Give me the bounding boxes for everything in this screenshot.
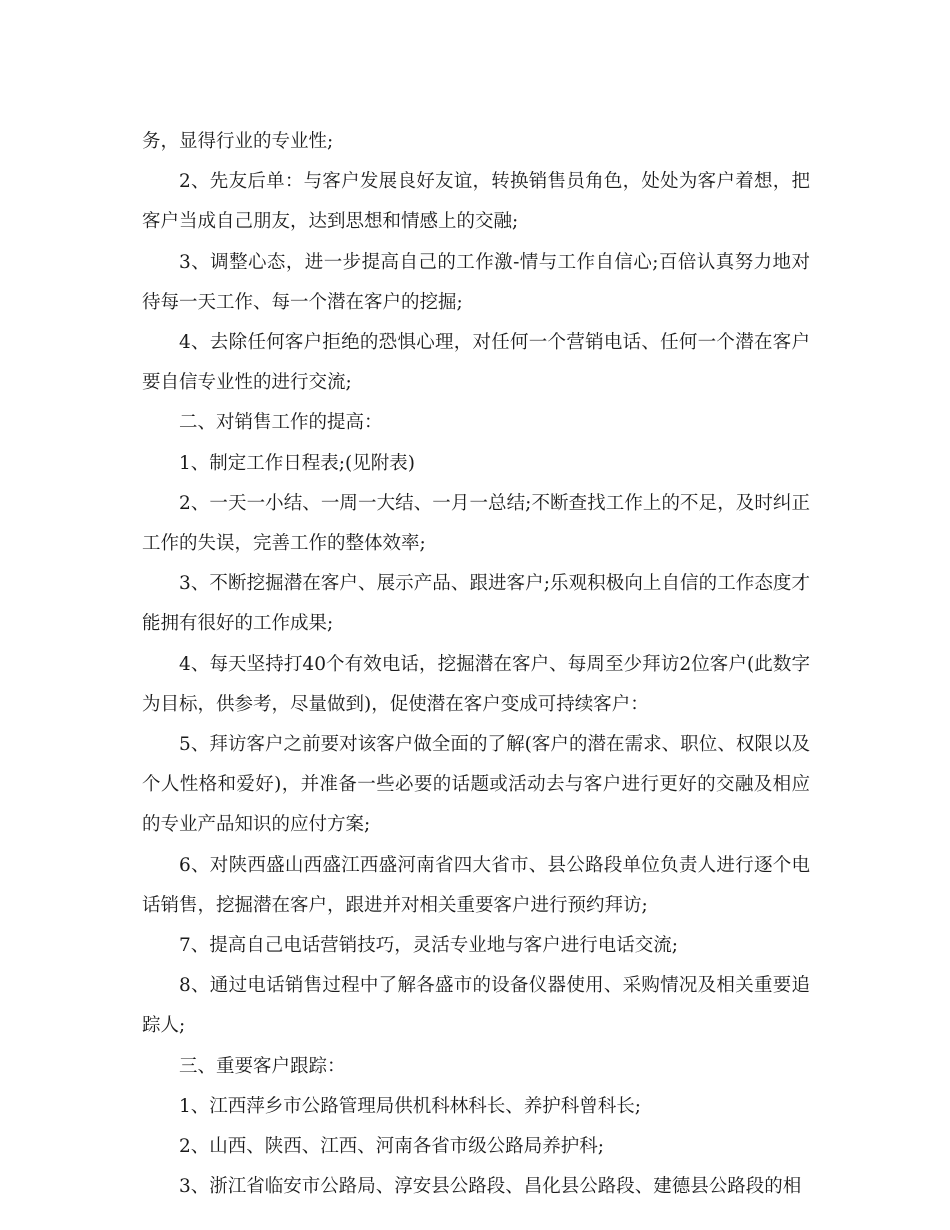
- paragraph-15: 3、浙江省临安市公路局、淳安县公路段、昌化县公路段、建德县公路段的相: [179, 1176, 802, 1198]
- paragraph-7: 3、不断挖掘潜在客户、展示产品、跟进客户;乐观积极向上自信的工作态度才能拥有很好的工作成果;: [142, 573, 810, 635]
- paragraph-5: 1、制定工作日程表;(见附表): [179, 452, 415, 474]
- paragraph-2: 2、先友后单：与客户发展良好友谊，转换销售员角色，处处为客户着想，把客户当成自己朋友，达到思想和情感上的交融;: [142, 171, 810, 233]
- document-body: [142, 122, 810, 1207]
- section-heading-2: 二、对销售工作的提高：: [179, 412, 383, 434]
- paragraph-4: 4、去除任何客户拒绝的恐惧心理，对任何一个营销电话、任何一个潜在客户要自信专业性的进行交流;: [142, 332, 810, 394]
- paragraph-14: 2、山西、陕西、江西、河南各省市级公路局养护科;: [179, 1136, 605, 1158]
- paragraph-10: 6、对陕西盛山西盛江西盛河南省四大省市、县公路段单位负责人进行逐个电话销售，挖掘潜在客户，跟进并对相关重要客户进行预约拜访;: [142, 854, 810, 916]
- paragraph-9: 5、拜访客户之前要对该客户做全面的了解(客户的潜在需求、职位、权限以及个人性格和爱好)，并准备一些必要的话题或活动去与客户进行更好的交融及相应的专业产品知识的应付方案;: [142, 734, 810, 836]
- paragraph-11: 7、提高自己电话营销技巧，灵活专业地与客户进行电话交流;: [179, 935, 679, 957]
- paragraph-13: 1、江西萍乡市公路管理局供机科林科长、养护科曾科长;: [179, 1095, 642, 1117]
- paragraph-12: 8、通过电话销售过程中了解各盛市的设备仪器使用、采购情况及相关重要追踪人;: [142, 975, 810, 1037]
- paragraph-1: 务，显得行业的专业性;: [142, 131, 334, 152]
- section-heading-3: 三、重要客户跟踪：: [179, 1055, 346, 1077]
- paragraph-6: 2、一天一小结、一周一大结、一月一总结;不断查找工作上的不足，及时纠正工作的失误，完善工作的整体效率;: [142, 492, 810, 555]
- paragraph-8: 4、每天坚持打40个有效电话，挖掘潜在客户、每周至少拜访2位客户(此数字为目标，供参考，尽量做到)，促使潜在客户变成可持续客户：: [142, 653, 810, 715]
- paragraph-3: 3、调整心态，进一步提高自己的工作激-情与工作自信心;百倍认真努力地对待每一天工作、每一个潜在客户的挖掘;: [142, 251, 810, 313]
